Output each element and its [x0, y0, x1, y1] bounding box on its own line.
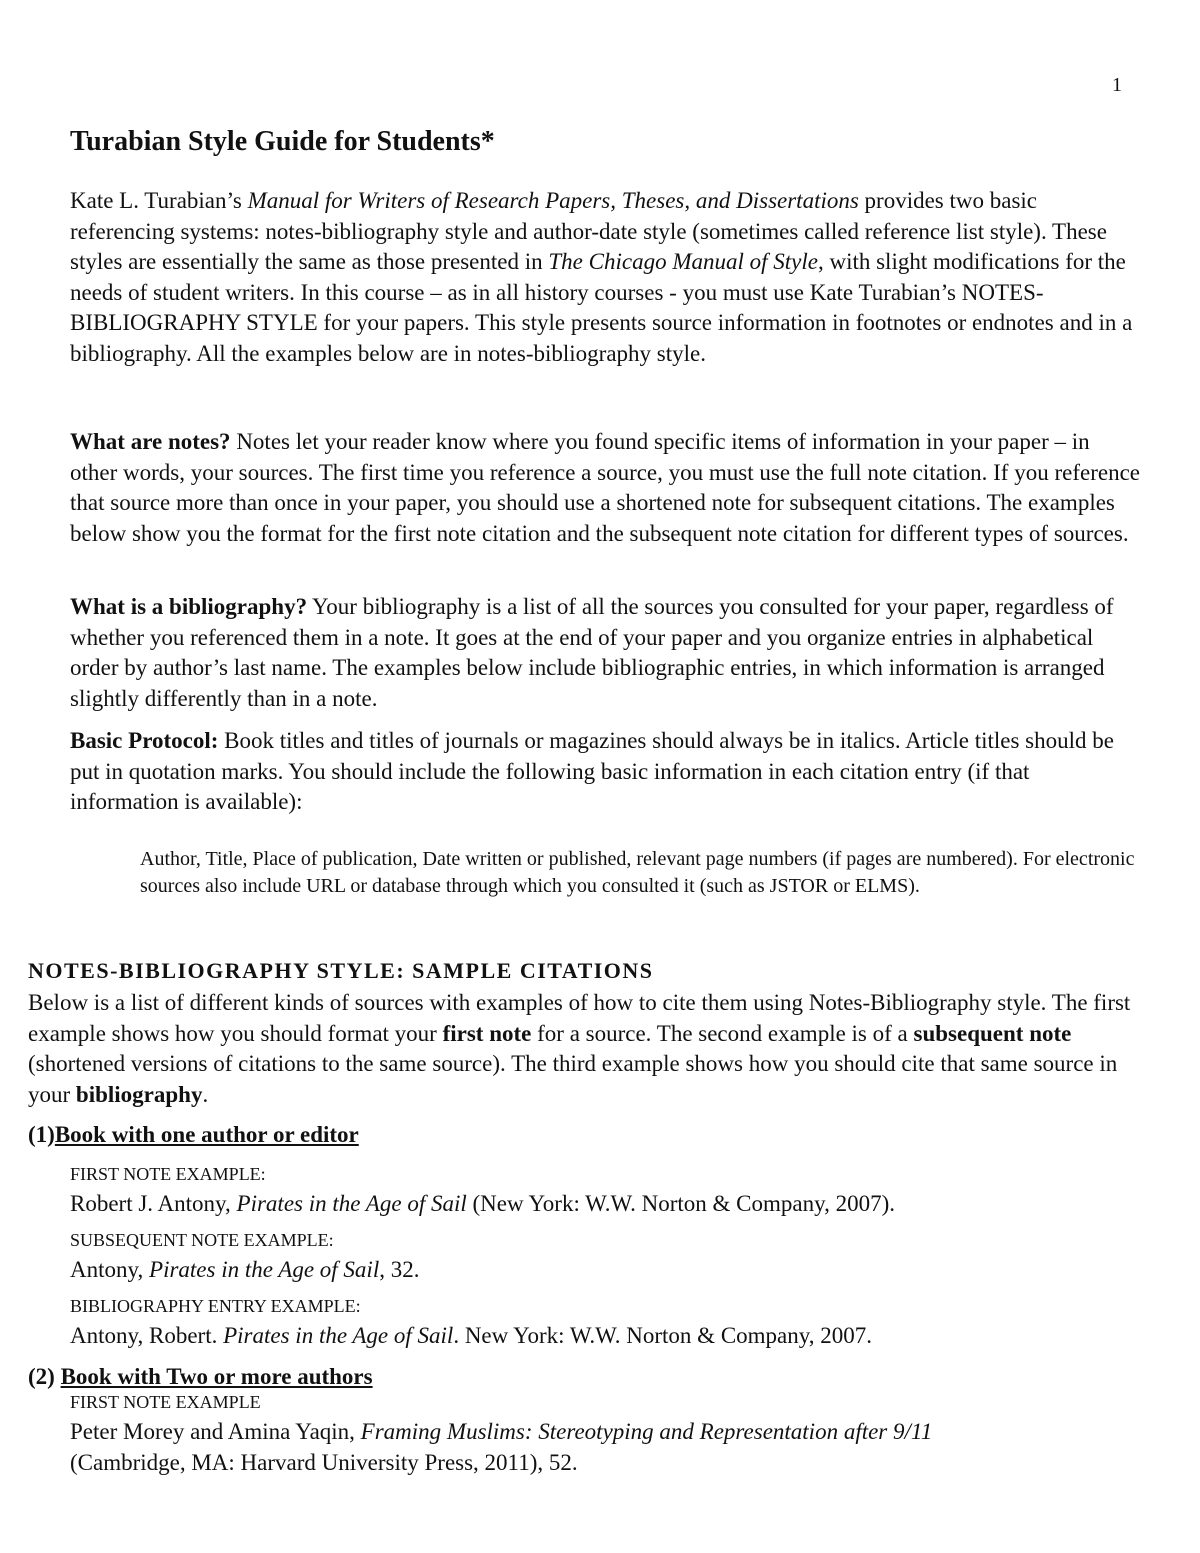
section-bold-first-note: first note	[442, 1020, 532, 1046]
section-text-2: for a source. The second example is of a	[531, 1020, 914, 1046]
intro-manual-title: Manual for Writers of Research Papers, Theses, and Dissertations	[247, 188, 859, 213]
bibliography-text: Your bibliography is a list of all the sources you consulted for your paper, regardless of whether you referenced them in a note. It goes at the end of your paper and you organize entries in alphabetical order by author’s last name. The examples below include bibliographic entries, in which information is arranged slightly differently than in a note.	[70, 594, 1114, 711]
item-2-first-note	[70, 1416, 1030, 1478]
section-text-3: (shortened versions of citations to the same source). The third example shows how you should cite that same source in your	[28, 1051, 1118, 1107]
item-1-heading	[28, 1122, 359, 1148]
item-2-title: Book with Two or more authors	[60, 1364, 373, 1389]
section-text-4: .	[202, 1081, 209, 1107]
section-paragraph	[28, 988, 1138, 1110]
item-1-first-text-2: (New York: W.W. Norton & Company, 2007).	[466, 1191, 896, 1216]
item-2-heading	[28, 1364, 373, 1390]
item-1-sub-text-2: , 32.	[379, 1257, 420, 1282]
intro-text-2: provides two basic referencing systems: notes-bibliography style and author-date style (sometimes called reference list style). These styles are essentially the same as those presented in	[70, 188, 1107, 274]
intro-paragraph	[70, 186, 1140, 369]
page-number: 1	[1112, 74, 1122, 96]
intro-text-3: , with slight modifications for the needs of student writers. In this course – as in all history courses - you must use Kate Turabian’s NOTES-BIBLIOGRAPHY STYLE for your papers. This style presents source information in footnotes or endnotes and in a bibliography. All the examples below are in notes-bibliography style.	[70, 249, 1133, 366]
item-1-first-book-title: Pirates in the Age of Sail	[236, 1191, 467, 1216]
item-1-number: (1)	[28, 1122, 55, 1147]
item-2-first-text-1: Peter Morey and Amina Yaqin,	[70, 1419, 361, 1444]
bibliography-label: What is a bibliography?	[70, 594, 308, 619]
item-1-first-note	[70, 1188, 1140, 1219]
section-bold-bibliography: bibliography	[75, 1081, 203, 1107]
item-2-first-note-label: FIRST NOTE EXAMPLE	[70, 1392, 261, 1412]
item-1-sub-book-title: Pirates in the Age of Sail	[149, 1257, 380, 1282]
notes-text: Notes let your reader know where you found specific items of information in your paper – in other words, your sources. The first time you reference a source, you must use the full note citation. If you reference that source more than once in your paper, you should use a shortened note for subsequent citations. The examples below show you the format for the first note citation and the subsequent note citation for different types of sources.	[70, 429, 1140, 546]
page-title: Turabian Style Guide for Students*	[70, 126, 495, 157]
section-text-1: Below is a list of different kinds of sources with examples of how to cite them using Notes-Bibliography style. The first example shows how you should format your	[28, 990, 1131, 1046]
section-bold-subsequent-note: subsequent note	[913, 1020, 1072, 1046]
protocol-paragraph	[70, 726, 1140, 818]
notes-paragraph	[70, 427, 1140, 549]
item-1-sub-text-1: Antony,	[70, 1257, 150, 1282]
item-1-first-text-1: Robert J. Antony,	[70, 1191, 237, 1216]
intro-text-1: Kate L. Turabian’s	[70, 188, 248, 213]
item-2-number: (2)	[28, 1364, 61, 1389]
protocol-text: Book titles and titles of journals or magazines should always be in italics. Article titles should be put in quotation marks. You should include the following basic information in each citation entry (if that information is available):	[70, 728, 1114, 814]
item-1-bib-text-2: . New York: W.W. Norton & Company, 2007.	[453, 1323, 873, 1348]
item-1-subsequent-note-label: SUBSEQUENT NOTE EXAMPLE:	[70, 1230, 334, 1250]
item-1-bibliography-entry	[70, 1320, 1140, 1351]
protocol-list: Author, Title, Place of publication, Date written or published, relevant page numbers (if pages are numbered). For electronic sources also include URL or database through which you consulted it (such as JSTOR or ELMS).	[140, 848, 1135, 897]
notes-label: What are notes?	[70, 429, 231, 454]
item-1-title: Book with one author or editor	[54, 1122, 359, 1147]
item-2-first-book-title: Framing Muslims: Stereotyping and Representation after 9/11	[360, 1419, 933, 1444]
item-1-subsequent-note	[70, 1254, 1140, 1285]
item-1-bib-book-title: Pirates in the Age of Sail	[223, 1323, 454, 1348]
item-1-first-note-label: FIRST NOTE EXAMPLE:	[70, 1164, 266, 1184]
intro-chicago-title: The Chicago Manual of Style	[548, 249, 818, 274]
section-heading: NOTES-BIBLIOGRAPHY STYLE: SAMPLE CITATIONS	[28, 958, 654, 983]
item-2-first-text-2: (Cambridge, MA: Harvard University Press, 2011), 52.	[70, 1450, 578, 1475]
item-1-bibliography-label: BIBLIOGRAPHY ENTRY EXAMPLE:	[70, 1296, 361, 1316]
bibliography-paragraph	[70, 592, 1140, 714]
protocol-label: Basic Protocol:	[70, 728, 219, 753]
item-1-bib-text-1: Antony, Robert.	[70, 1323, 224, 1348]
